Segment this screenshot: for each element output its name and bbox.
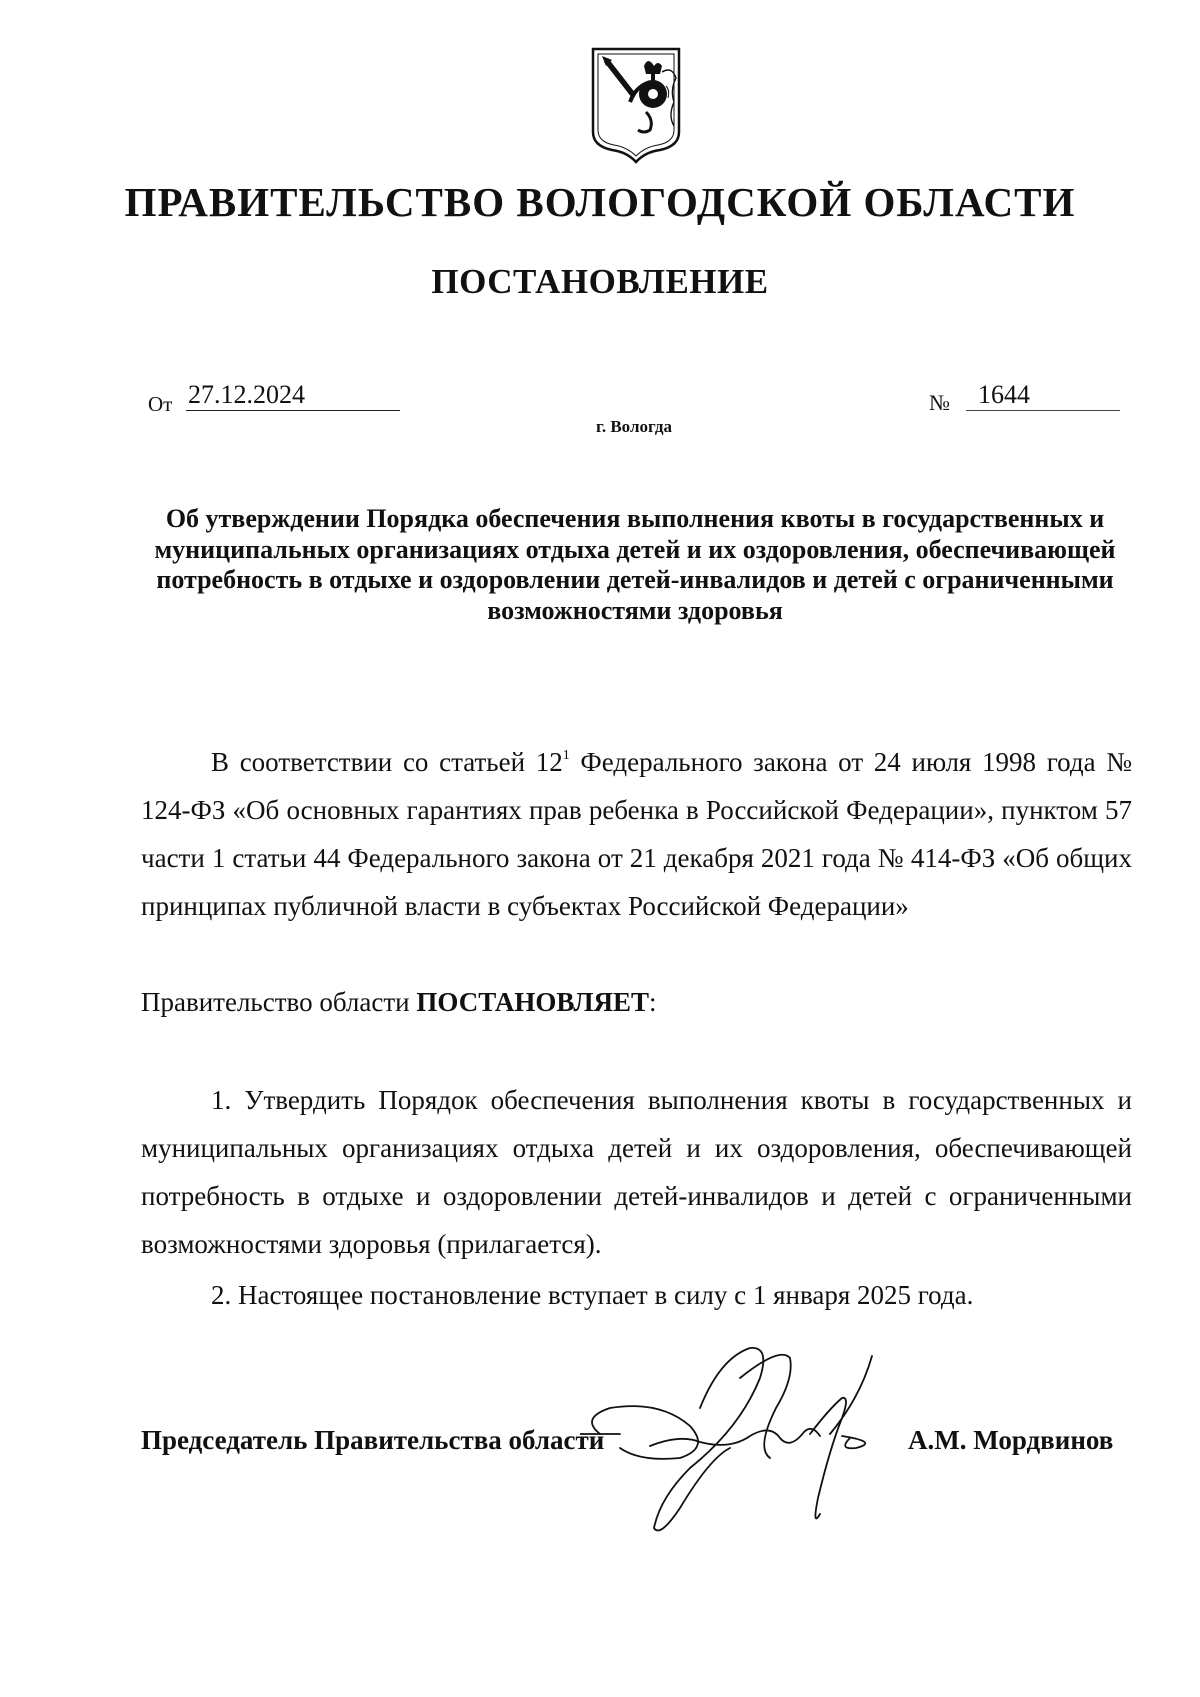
signature-icon [580,1338,940,1548]
government-title: ПРАВИТЕЛЬСТВО ВОЛОГОДСКОЙ ОБЛАСТИ [124,179,1076,225]
signer-name: А.М. Мордвинов [908,1425,1114,1455]
number-label: № [929,390,950,415]
document-number: 1644 [966,380,1120,411]
document-subject: Об утверждении Порядка обеспечения выполнения квоты в государственных и муниципальных организациях отдыха детей и их оздоровления, обеспечивающей потребность в отдыхе и оздоровлении детей-инвалидов и детей с ограниченными возможностями здоровья [154,504,1116,625]
resolution-item-1-text: 1. Утвердить Порядок обеспечения выполнения квоты в государственных и муниципальных организациях отдыха детей и их оздоровления, обеспечивающей потребность в отдыхе и оздоровлении детей-инвалидов и детей с ограниченными возможностями здоровья (прилагается). [141,1085,1132,1259]
preamble-text-start: В соответствии со статьей 12 [211,747,563,777]
preamble-paragraph [141,738,1132,930]
resolution-item-2: 2. Настоящее постановление вступает в силу с 1 января 2025 года. [211,1280,974,1310]
coat-of-arms-icon [590,46,682,164]
signer-title: Председатель Правительства области [141,1425,605,1455]
resolves-prefix: Правительство области [141,987,417,1017]
resolution-item-1 [141,1076,1132,1268]
resolves-keyword: ПОСТАНОВЛЯЕТ [416,987,649,1017]
article-superscript: 1 [562,748,570,763]
resolves-line [141,984,657,1020]
city-label: г. Вологда [596,417,672,436]
resolves-suffix: : [648,987,657,1017]
document-date: 27.12.2024 [186,380,400,411]
preamble-text-rest: Федерального закона от 24 июля 1998 года № 124-ФЗ «Об основных гарантиях прав ребенка в Российской Федерации», пунктом 57 части 1 статьи 44 Федерального закона от 21 декабря 2021 года № 414-ФЗ «Об общих принципах публичной власти в субъектах Российской Федерации» [141,747,1132,921]
document-type: ПОСТАНОВЛЕНИЕ [431,262,769,301]
date-label: От [148,392,173,416]
